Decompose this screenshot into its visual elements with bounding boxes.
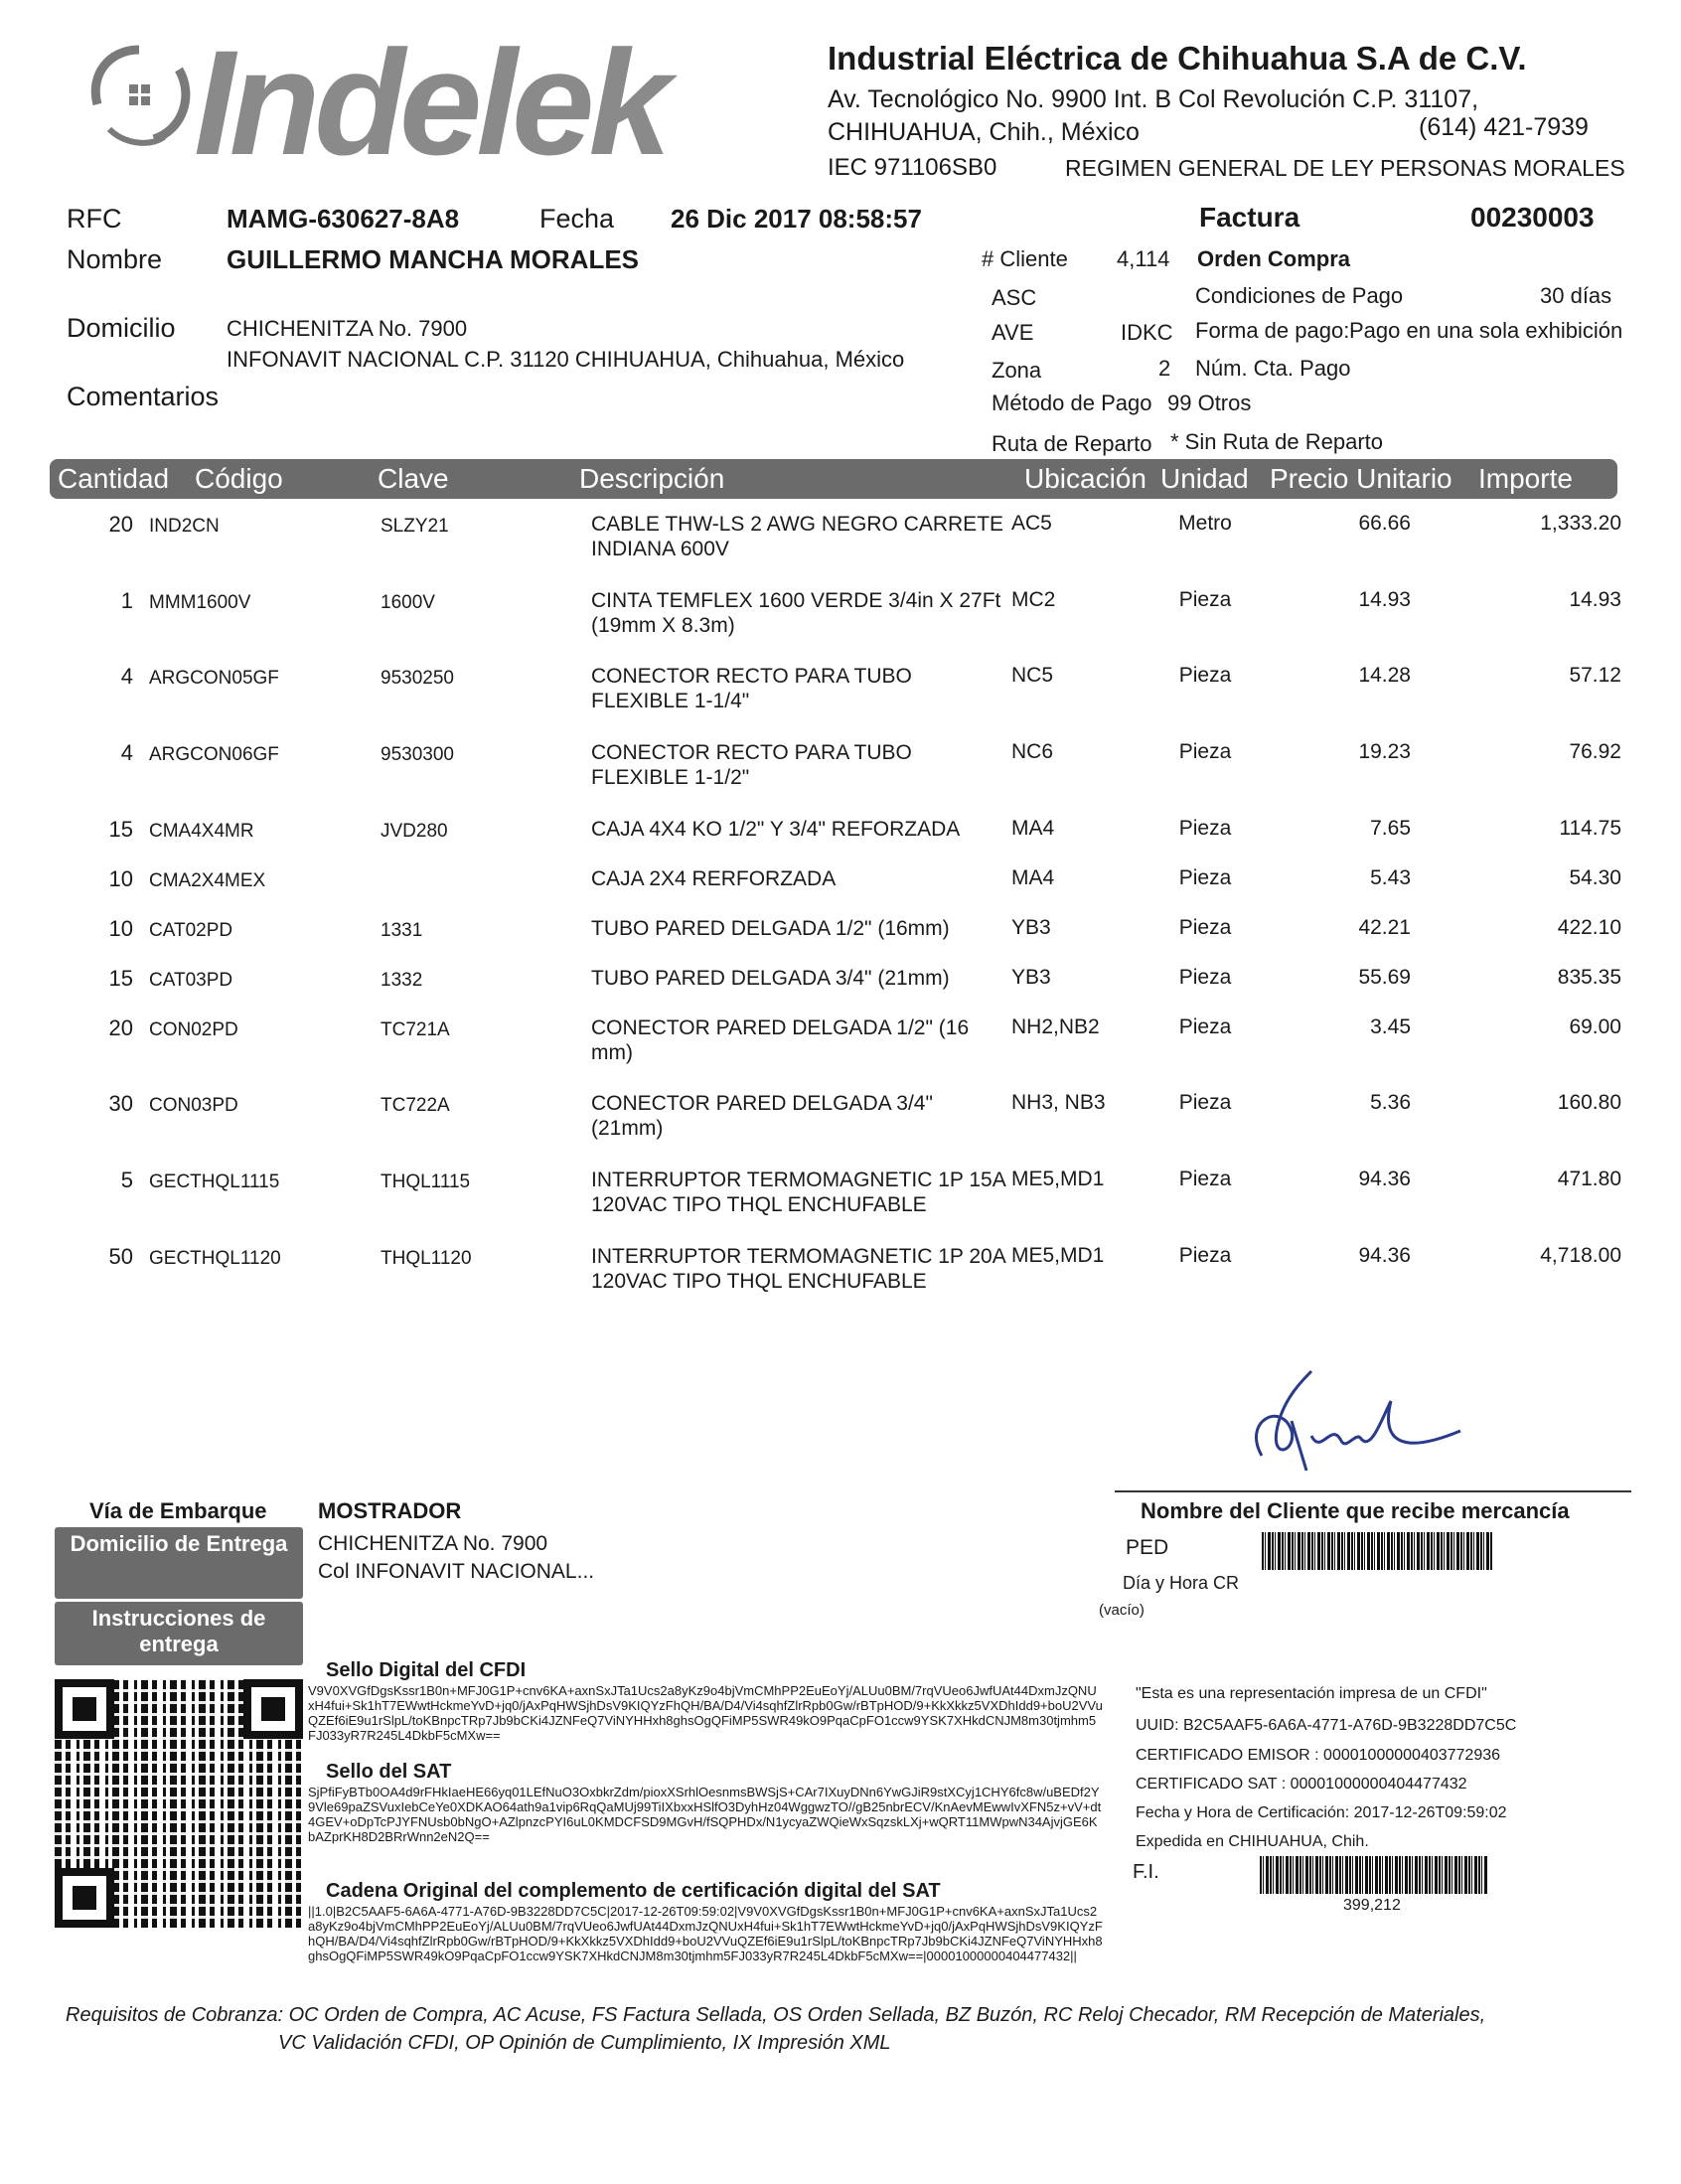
qr-finder <box>55 1868 114 1928</box>
cell-ubicacion: YB3 <box>1011 966 1051 989</box>
cell-descripcion: CONECTOR PARED DELGADA 1/2" (16 mm) <box>591 1016 970 1064</box>
zona-label: Zona <box>992 358 1042 383</box>
cell-cantidad: 10 <box>108 866 133 891</box>
cell-ubicacion: NH2,NB2 <box>1011 1015 1100 1038</box>
cell-precio: 94.36 <box>1358 1168 1411 1190</box>
comentarios-label: Comentarios <box>67 382 220 411</box>
rfc-value: MAMG-630627-8A8 <box>227 204 460 234</box>
condiciones-value: 30 días <box>1540 283 1612 308</box>
company-logo-text: Indelek <box>194 19 666 186</box>
cell-codigo: ARGCON06GF <box>149 744 279 765</box>
cell-importe: 114.75 <box>1559 817 1621 840</box>
cell-codigo: MMM1600V <box>149 592 251 613</box>
cell-codigo: GECTHQL1120 <box>149 1248 281 1269</box>
cell-cantidad: 10 <box>108 916 133 941</box>
cliente-value: 4,114 <box>1117 246 1170 271</box>
certificado-emisor: CERTIFICADO EMISOR : 00001000000403772936 <box>1136 1747 1501 1764</box>
cell-importe: 76.92 <box>1569 740 1621 763</box>
cell-clave: THQL1120 <box>381 1248 472 1269</box>
cell-codigo: CMA4X4MR <box>149 821 254 842</box>
cell-importe: 57.12 <box>1569 664 1621 687</box>
rfc-label: RFC <box>67 204 122 234</box>
metodo-pago-label: Método de Pago <box>992 390 1152 415</box>
cell-descripcion: CONECTOR RECTO PARA TUBO FLEXIBLE 1-1/2" <box>591 741 912 789</box>
company-regimen: REGIMEN GENERAL DE LEY PERSONAS MORALES <box>1065 155 1625 181</box>
cell-codigo: CMA2X4MEX <box>149 870 266 891</box>
cell-clave: TC721A <box>381 1019 450 1040</box>
cadena-original-title: Cadena Original del complemento de certificación digital del SAT <box>326 1880 941 1902</box>
cell-clave: 1332 <box>381 970 423 991</box>
vacio-label: (vacío) <box>1099 1602 1145 1619</box>
entrega-domicilio-line2: Col INFONAVIT NACIONAL... <box>318 1560 595 1583</box>
cliente-label: # Cliente <box>982 246 1068 271</box>
cell-cantidad: 15 <box>108 966 133 991</box>
cell-cantidad: 4 <box>120 664 133 689</box>
cell-importe: 160.80 <box>1557 1091 1621 1114</box>
cell-unidad: Pieza <box>1178 664 1232 687</box>
condiciones-label: Condiciones de Pago <box>1195 283 1404 308</box>
cell-precio: 42.21 <box>1358 916 1411 939</box>
cell-unidad: Pieza <box>1178 916 1232 939</box>
cell-precio: 19.23 <box>1358 740 1411 763</box>
sello-cfdi-title: Sello Digital del CFDI <box>326 1659 527 1681</box>
factura-number: 00230003 <box>1470 202 1595 233</box>
header-importe: Importe <box>1478 463 1573 494</box>
sello-sat-text: SjPfiFyBTb0OA4d9rFHkIaeHE66yq01LEfNuO3OxbkrZdm/pioxXSrhlOesnmsBWSjS+CAr7IXuyDNn6YwGJiR9stXCyj1CHY6fc8w/uBEDf2Y9Vle69paZSVuxIebCeYe0XDKAO64ath9a1vip6RqQaMUj99TiIXbxxHSlfO3DyhHz04WggwzTO//gB25nbrECV/KnAevMEwwIvXFN5z+vV+dt4GEV+oDpTcPJYFNUsb0bNgO+AZlpnzcPYI6uL0KMDCFSD9MGvH/fSQPHDx/N1ycyaZWQieWxSqzskLXj+wQRT11MWpwN34AjvjGE6KbAZprKH8D2BRrWnn2eN2Q== <box>308 1785 1102 1844</box>
cell-cantidad: 4 <box>120 740 133 765</box>
fi-barcode <box>1260 1856 1488 1894</box>
cell-descripcion: CONECTOR RECTO PARA TUBO FLEXIBLE 1-1/4" <box>591 665 912 712</box>
cell-unidad: Metro <box>1178 512 1232 535</box>
via-embarque-value: MOSTRADOR <box>318 1498 462 1523</box>
cell-clave: THQL1115 <box>381 1171 471 1192</box>
fi-label: F.I. <box>1133 1861 1159 1883</box>
orden-compra-label: Orden Compra <box>1197 246 1351 271</box>
cell-codigo: IND2CN <box>149 516 220 537</box>
cell-cantidad: 5 <box>120 1168 133 1192</box>
receptor-label: Nombre del Cliente que recibe mercancía <box>1141 1498 1570 1523</box>
sello-cfdi-text: V9V0XVGfDgsKssr1B0n+MFJ0G1P+cnv6KA+axnSxJTa1Ucs2a8yKz9o4bjVmCMhPP2EuEoYj/ALUu0BM/7rqVUeo6JwfUAt44DxmJzQNUxH4fui+Sk1hT7EWwtHckmeYvD+jq0/jAxPqHWSjhDsV9KIQYzFhQH/BA/D4/Vi4sqhfZlrRpb0Gw/rBTpHOD/9+KkXkkz5VXDhIdd9+boU2VVuQZEf6iE9u1rSlpL/toKBnpcTRp7Jb9bCKi4JZNFeQ7ViNYHHxh8ghsOgQFiMP5SWR49kO9PqaCpFO1ccw9YSK7XHkdCNJM8m30tjmhm5FJ033yR7R245L4DkbF5cMXw== <box>308 1683 1103 1743</box>
ruta-reparto-label: Ruta de Reparto <box>992 431 1152 456</box>
requisitos-cobranza-line1: Requisitos de Cobranza: OC Orden de Compra, AC Acuse, FS Factura Sellada, OS Orden Sellada, BZ Buzón, RC Reloj Checador, RM Recepción de Materiales, <box>66 2004 1486 2026</box>
domicilio-line2: INFONAVIT NACIONAL C.P. 31120 CHIHUAHUA, Chihuahua, México <box>227 347 905 372</box>
cell-unidad: Pieza <box>1178 866 1232 889</box>
entrega-domicilio-line1: CHICHENITZA No. 7900 <box>318 1532 548 1555</box>
cell-codigo: CAT03PD <box>149 970 233 991</box>
ped-barcode <box>1262 1532 1492 1570</box>
cell-ubicacion: ME5,MD1 <box>1011 1168 1105 1190</box>
handwritten-signature <box>1232 1361 1470 1481</box>
cell-descripcion: INTERRUPTOR TERMOMAGNETIC 1P 15A 120VAC TIPO THQL ENCHUFABLE <box>591 1169 1005 1216</box>
cell-descripcion: CINTA TEMFLEX 1600 VERDE 3/4in X 27Ft (19mm X 8.3m) <box>591 589 1001 637</box>
cell-descripcion: CAJA 4X4 KO 1/2" Y 3/4" REFORZADA <box>591 818 961 841</box>
qr-finder <box>243 1679 303 1739</box>
cell-descripcion: CAJA 2X4 RERFORZADA <box>591 867 837 890</box>
company-address-line1: Av. Tecnológico No. 9900 Int. B Col Revolución C.P. 31107, <box>828 85 1479 113</box>
instrucciones-entrega-button[interactable]: Instrucciones de entrega <box>55 1602 303 1665</box>
domicilio-label: Domicilio <box>67 313 176 343</box>
cell-clave: SLZY21 <box>381 516 449 537</box>
cell-precio: 14.93 <box>1358 588 1411 611</box>
ruta-reparto-value: * Sin Ruta de Reparto <box>1170 429 1384 454</box>
via-embarque-label: Vía de Embarque <box>89 1498 267 1523</box>
cell-importe: 422.10 <box>1557 916 1621 939</box>
cell-precio: 14.28 <box>1358 664 1411 687</box>
cell-importe: 69.00 <box>1569 1015 1621 1038</box>
cell-importe: 471.80 <box>1557 1168 1621 1190</box>
cell-unidad: Pieza <box>1178 1091 1232 1114</box>
requisitos-cobranza-line2: VC Validación CFDI, OP Opinión de Cumplimiento, IX Impresión XML <box>278 2032 891 2054</box>
signature-line <box>1115 1490 1631 1492</box>
qr-finder <box>55 1679 114 1739</box>
cell-descripcion: CABLE THW-LS 2 AWG NEGRO CARRETE INDIANA 600V <box>591 513 1004 560</box>
cell-unidad: Pieza <box>1178 817 1232 840</box>
cell-codigo: ARGCON05GF <box>149 668 279 689</box>
header-descripcion: Descripción <box>579 463 725 494</box>
expedida-en: Expedida en CHIHUAHUA, Chih. <box>1136 1833 1369 1850</box>
fi-number: 399,212 <box>1343 1897 1401 1914</box>
domicilio-line1: CHICHENITZA No. 7900 <box>227 316 468 341</box>
cell-ubicacion: YB3 <box>1011 916 1051 939</box>
fecha-value: 26 Dic 2017 08:58:57 <box>671 204 922 234</box>
cell-descripcion: INTERRUPTOR TERMOMAGNETIC 1P 20A 120VAC TIPO THQL ENCHUFABLE <box>591 1245 1005 1293</box>
zona-value: 2 <box>1158 356 1171 381</box>
company-logo-icon <box>70 30 209 159</box>
cell-clave: JVD280 <box>381 821 448 842</box>
uuid: UUID: B2C5AAF5-6A6A-4771-A76D-9B3228DD7C5C <box>1136 1717 1517 1734</box>
cell-precio: 5.43 <box>1370 866 1411 889</box>
cell-ubicacion: MC2 <box>1011 588 1056 611</box>
cell-cantidad: 15 <box>108 817 133 842</box>
cell-cantidad: 20 <box>108 1015 133 1040</box>
forma-pago-label: Forma de pago: <box>1195 318 1350 343</box>
ped-label: PED <box>1126 1536 1169 1559</box>
cell-ubicacion: AC5 <box>1011 512 1052 535</box>
cell-precio: 3.45 <box>1370 1015 1411 1038</box>
cell-unidad: Pieza <box>1178 1244 1232 1267</box>
num-cuenta-label: Núm. Cta. Pago <box>1195 356 1351 381</box>
company-address-line2: CHIHUAHUA, Chih., México <box>828 118 1140 146</box>
cell-descripcion: TUBO PARED DELGADA 1/2" (16mm) <box>591 917 950 940</box>
ave-value: IDKC <box>1121 320 1173 345</box>
cell-ubicacion: NC6 <box>1011 740 1054 763</box>
fecha-certificacion: Fecha y Hora de Certificación: 2017-12-26T09:59:02 <box>1136 1804 1507 1821</box>
cell-descripcion: TUBO PARED DELGADA 3/4" (21mm) <box>591 967 950 990</box>
asc-label: ASC <box>992 285 1037 310</box>
header-unidad: Unidad <box>1160 463 1249 494</box>
cell-clave: 9530300 <box>381 744 454 765</box>
cell-precio: 7.65 <box>1370 817 1411 840</box>
domicilio-entrega-button[interactable]: Domicilio de Entrega <box>55 1527 303 1599</box>
cell-ubicacion: ME5,MD1 <box>1011 1244 1105 1267</box>
cell-clave: 9530250 <box>381 668 454 689</box>
header-ubicacion: Ubicación <box>1024 463 1146 494</box>
cell-precio: 5.36 <box>1370 1091 1411 1114</box>
cell-ubicacion: MA4 <box>1011 866 1055 889</box>
cell-importe: 835.35 <box>1557 966 1621 989</box>
cell-clave: TC722A <box>381 1095 450 1116</box>
qr-code <box>55 1679 303 1928</box>
sello-sat-title: Sello del SAT <box>326 1761 452 1783</box>
metodo-pago-value: 99 Otros <box>1167 390 1252 415</box>
cell-unidad: Pieza <box>1178 1015 1232 1038</box>
cell-importe: 14.93 <box>1569 588 1621 611</box>
items-table-header <box>50 459 1617 499</box>
company-iec: IEC 971106SB0 <box>828 154 997 181</box>
cell-codigo: CAT02PD <box>149 920 233 941</box>
cell-importe: 54.30 <box>1569 866 1621 889</box>
cell-ubicacion: NC5 <box>1011 664 1054 687</box>
cell-cantidad: 1 <box>120 588 133 613</box>
representacion-note: "Esta es una representación impresa de un CFDI" <box>1136 1685 1487 1702</box>
nombre-value: GUILLERMO MANCHA MORALES <box>227 244 640 274</box>
header-cantidad: Cantidad <box>58 463 170 494</box>
cell-unidad: Pieza <box>1178 966 1232 989</box>
cell-codigo: CON03PD <box>149 1095 238 1116</box>
company-phone: (614) 421-7939 <box>1419 113 1589 141</box>
cadena-original-text: ||1.0|B2C5AAF5-6A6A-4771-A76D-9B3228DD7C5C|2017-12-26T09:59:02|V9V0XVGfDgsKssr1B0n+MFJ0G1P+cnv6KA+axnSxJTa1Ucs2a8yKz9o4bjVmCMhPP2EuEoYj/ALUu0BM/7rqVUeo6JwfUAt44DxmJzQNUxH4fui+Sk1hT7EWwtHckmeYvD+jq0/jAxPqHWSjhDsV9KIQYzFhQH/BA/D4/Vi4sqhfZlrRpb0Gw/rBTpHOD/9+KkXkkz5VXDhIdd9+boU2VVuQZEf6iE9u1rSlpL/toKBnpcTRp7Jb9bCKi4JZNFeQ7ViNYHHxh8ghsOgQFiMP5SWR49kO9PqaCpFO1ccw9YSK7XHkdCNJM8m30tjmhm5FJ033yR7R245L4DkbF5cMXw==|00001000000404477432|| <box>308 1904 1103 1963</box>
cell-importe: 1,333.20 <box>1540 512 1621 535</box>
cell-codigo: GECTHQL1115 <box>149 1171 280 1192</box>
company-name: Industrial Eléctrica de Chihuahua S.A de C.V. <box>828 40 1527 77</box>
cell-cantidad: 50 <box>108 1244 133 1269</box>
cell-unidad: Pieza <box>1178 588 1232 611</box>
forma-pago-value: Pago en una sola exhibición <box>1349 318 1623 343</box>
ave-label: AVE <box>992 320 1034 345</box>
cell-precio: 66.66 <box>1358 512 1411 535</box>
certificado-sat: CERTIFICADO SAT : 00001000000404477432 <box>1136 1776 1467 1793</box>
dia-hora-label: Día y Hora CR <box>1123 1573 1240 1593</box>
cell-importe: 4,718.00 <box>1540 1244 1621 1267</box>
cell-unidad: Pieza <box>1178 740 1232 763</box>
cell-clave: 1600V <box>381 592 435 613</box>
cell-ubicacion: MA4 <box>1011 817 1055 840</box>
fecha-label: Fecha <box>539 204 615 234</box>
cell-codigo: CON02PD <box>149 1019 238 1040</box>
cell-precio: 55.69 <box>1358 966 1411 989</box>
cell-descripcion: CONECTOR PARED DELGADA 3/4" (21mm) <box>591 1092 933 1140</box>
header-clave: Clave <box>378 463 449 494</box>
cell-ubicacion: NH3, NB3 <box>1011 1091 1106 1114</box>
cell-precio: 94.36 <box>1358 1244 1411 1267</box>
header-codigo: Código <box>195 463 283 494</box>
header-precio-unitario: Precio Unitario <box>1270 463 1452 494</box>
cell-unidad: Pieza <box>1178 1168 1232 1190</box>
cell-clave: 1331 <box>381 920 423 941</box>
cell-cantidad: 20 <box>108 512 133 537</box>
nombre-label: Nombre <box>67 244 163 274</box>
cell-cantidad: 30 <box>108 1091 133 1116</box>
factura-label: Factura <box>1199 202 1300 233</box>
